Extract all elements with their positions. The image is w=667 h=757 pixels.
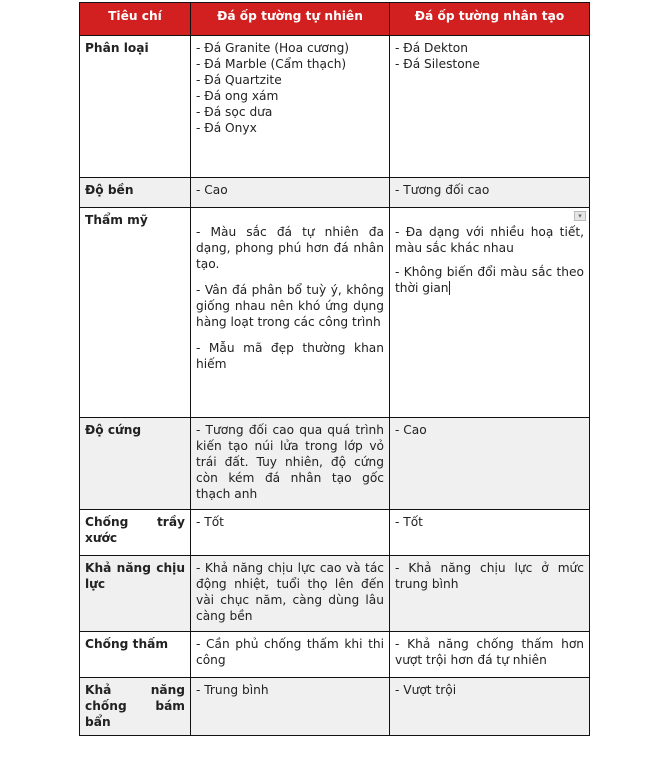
list-item: - Đá Quartzite: [196, 73, 282, 87]
paragraph: - Màu sắc đá tự nhiên đa dạng, phong phú hơn đá nhân tạo.: [196, 225, 384, 271]
natural-cell[interactable]: [191, 418, 390, 510]
natural-cell[interactable]: [191, 36, 390, 178]
list-item: - Tốt: [395, 515, 423, 529]
artificial-cell[interactable]: [390, 418, 590, 510]
text-cursor: [449, 281, 450, 295]
list-item: - Vượt trội: [395, 683, 457, 697]
list-item: - Đá Granite (Hoa cương): [196, 41, 350, 55]
paragraph: - Khả năng chống thấm hơn vượt trội hơn đá tự nhiên: [395, 637, 584, 667]
list-item: - Đá Onyx: [196, 121, 257, 135]
criterion-cell: Độ bền: [80, 178, 191, 208]
list-item: - Cao: [395, 423, 427, 437]
table-row: [80, 178, 590, 208]
natural-cell[interactable]: [191, 208, 390, 418]
list-item: - Đá Dekton: [395, 41, 468, 55]
paragraph: - Vân đá phân bổ tuỳ ý, không giống nhau nên khó ứng dụng hàng loạt trong các công trình: [196, 283, 384, 329]
paragraph: - Khả năng chịu lực cao và tác động nhiệt, tuổi thọ lên đến vài chục năm, càng dùng lâu càng bền: [196, 561, 384, 623]
artificial-cell[interactable]: [390, 510, 590, 556]
list-item: - Đá Silestone: [395, 57, 480, 71]
list-item: - Tương đối cao: [395, 183, 490, 197]
table-row: [80, 632, 590, 678]
table-row: [80, 510, 590, 556]
artificial-cell[interactable]: [390, 632, 590, 678]
paragraph: - Khả năng chịu lực ở mức trung bình: [395, 561, 584, 591]
header-natural-stone: Đá ốp tường tự nhiên: [191, 3, 390, 36]
artificial-cell[interactable]: [390, 556, 590, 632]
natural-cell[interactable]: [191, 632, 390, 678]
header-criteria: Tiêu chí: [80, 3, 191, 36]
paragraph: - Đa dạng với nhiều hoạ tiết, màu sắc khác nhau: [395, 225, 584, 255]
list-item: - Đá sọc dưa: [196, 105, 273, 119]
natural-cell[interactable]: [191, 678, 390, 736]
paragraph: - Mẫu mã đẹp thường khan hiếm: [196, 341, 384, 371]
natural-cell[interactable]: [191, 178, 390, 208]
chevron-down-icon[interactable]: ▾: [574, 211, 586, 221]
paragraph-text: - Không biến đổi màu sắc theo thời gian: [395, 265, 584, 295]
comparison-table: [79, 2, 590, 736]
list-item: - Trung bình: [196, 683, 269, 697]
header-row: [80, 3, 590, 36]
list-item: - Cao: [196, 183, 228, 197]
table-row: [80, 418, 590, 510]
criterion-cell: Chống trầy xước: [80, 510, 191, 556]
artificial-cell[interactable]: [390, 208, 590, 418]
artificial-cell[interactable]: [390, 178, 590, 208]
criterion-cell: Phân loại: [80, 36, 191, 178]
list-item: - Đá ong xám: [196, 89, 279, 103]
artificial-cell[interactable]: [390, 678, 590, 736]
natural-cell[interactable]: [191, 510, 390, 556]
criterion-cell: Chống thấm: [80, 632, 191, 678]
list-item: - Đá Marble (Cẩm thạch): [196, 57, 347, 71]
list-item: - Tốt: [196, 515, 224, 529]
criterion-cell: Độ cứng: [80, 418, 191, 510]
criterion-cell: Khả năng chịu lực: [80, 556, 191, 632]
artificial-cell[interactable]: [390, 36, 590, 178]
paragraph: - Cần phủ chống thấm khi thi công: [196, 637, 384, 667]
paragraph: [395, 264, 584, 296]
criterion-cell: Thẩm mỹ: [80, 208, 191, 418]
header-artificial-stone: Đá ốp tường nhân tạo: [390, 3, 590, 36]
table-row: [80, 208, 590, 418]
table-row: [80, 556, 590, 632]
table-row: [80, 36, 590, 178]
paragraph: - Tương đối cao qua quá trình kiến tạo núi lửa trong lớp vỏ trái đất. Tuy nhiên, độ cứng còn kém đá nhân tạo gốc thạch anh: [196, 423, 384, 501]
criterion-cell: Khả năng chống bám bẩn: [80, 678, 191, 736]
table-row: [80, 678, 590, 736]
natural-cell[interactable]: [191, 556, 390, 632]
